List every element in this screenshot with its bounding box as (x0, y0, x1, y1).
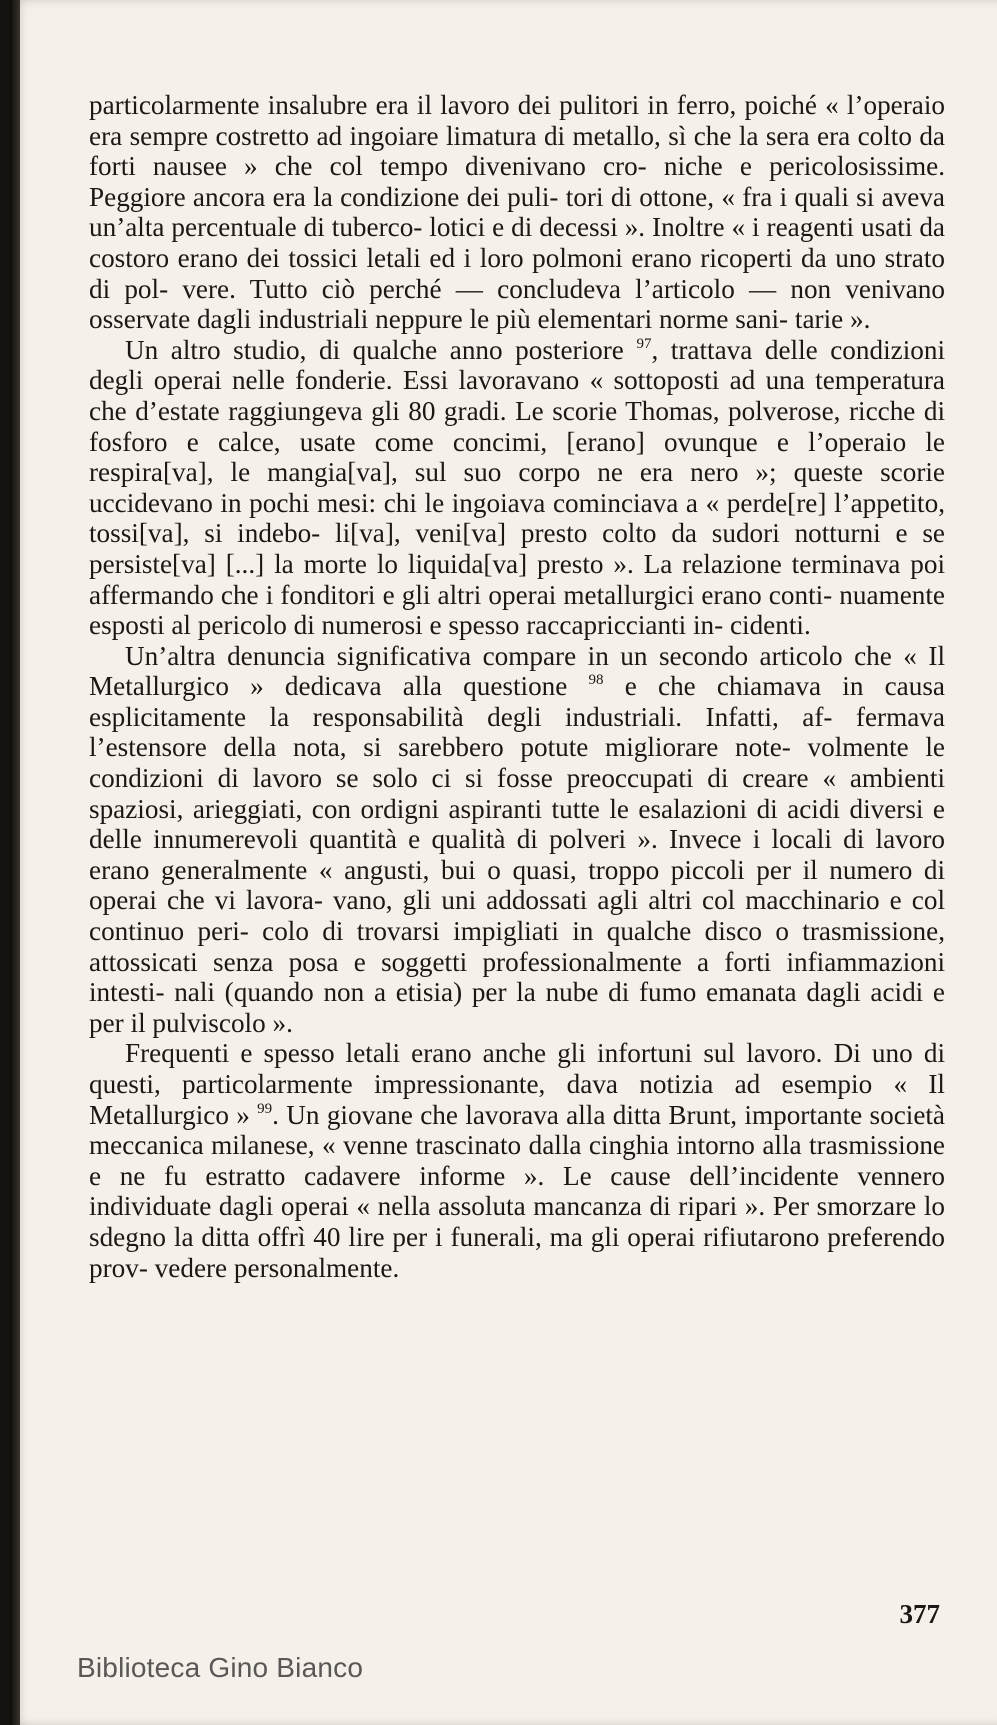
text-segment: , trattava delle condizioni degli operai nelle fonderie. Essi lavoravano « sottoposti ad una temperatura che d’estate raggiungeva gli 80 gradi. Le scorie Thomas, polverose, ricche di fosforo e calce, usate come concimi, [erano] ovunque e l’operaio le respira[va], le mangia[va], sul suo corpo ne era nero »; queste scorie uccidevano in pochi mesi: chi le ingoiava cominciava a « perde[re] l’appetito, tossi[va], si indebo- li[va], veni[va] presto colto da sudori notturni e se persiste[va] [...] la morte lo liquida[va] presto ». La relazione terminava poi affermando che i fonditori e gli altri operai metallurgici erano conti- nuamente esposti al pericolo di numerosi e spesso raccapriccianti in- cidenti. (89, 334, 946, 641)
page-number: 377 (899, 1599, 940, 1629)
text-segment: Un altro studio, di qualche anno posteriore (125, 334, 637, 365)
text-segment: particolarmente insalubre era il lavoro dei pulitori in ferro, poiché « l’operaio era sempre costretto ad ingoiare limatura di metallo, sì che la sera era colto da forti nausee » che col tempo divenivano cro- niche e pericolosissime. Peggiore ancora era la condizione dei puli- tori di ottone, « fra i quali si aveva un’alta percentuale di tuberco- lotici e di decessi ». Inoltre « i reagenti usati da costoro erano dei tossici letali ed i loro polmoni erano ricoperti da uno strato di pol- vere. Tutto ciò perché — concludeva l’articolo — non venivano osservate dagli industriali neppure le più elementari norme sani- tarie ». (89, 90, 945, 335)
book-page (10, 0, 997, 1725)
paragraph-1 (89, 90, 945, 335)
paragraph-2 (89, 335, 945, 641)
body-text (89, 90, 945, 1283)
footnote-ref-99: 99 (257, 1100, 273, 1117)
text-segment: Frequenti e spesso letali erano anche gli infortuni sul lavoro. Di uno di questi, particolarmente impressionante, dava notizia ad esempio « Il Metallurgico » (89, 1038, 945, 1130)
text-segment: . Un giovane che lavorava alla ditta Brunt, importante società meccanica milanese, « venne trascinato dalla cinghia intorno alla trasmissione e ne fu estratto cadavere informe ». Le cause dell’incidente vennero individuate dagli operai « nella assoluta mancanza di ripari ». Per smorzare lo sdegno la ditta offrì 40 lire per i funerali, ma gli operai rifiutarono preferendo prov- vedere personalmente. (89, 1099, 946, 1283)
library-watermark: Biblioteca Gino Bianco (77, 1652, 364, 1683)
text-segment: e che chiamava in causa esplicitamente la responsabilità degli industriali. Infatti, af- fermava l’estensore della nota, si sarebbero potute migliorare note- volmente le condizioni di lavoro se solo ci si fosse preoccupati di creare « ambienti spaziosi, arieggiati, con ordigni aspiranti tutte le esalazioni di acidi diversi e delle innumerevoli quantità e qualità di polveri ». Invece i locali di lavoro erano generalmente « angusti, bui o quasi, troppo piccoli per il numero di operai che vi lavora- vano, gli uni addossati agli altri col macchinario e col continuo peri- colo di trovarsi impigliati in qualche disco o trasmissione, attossicati senza posa e soggetti professionalmente a forti infiammazioni intesti- nali (quando non a etisia) per la nube di fumo emanata dagli acidi e per il pulviscolo ». (89, 671, 945, 1038)
paragraph-3 (89, 641, 945, 1039)
page-binding-shadow (10, 0, 20, 1725)
text-segment: Un’altra denuncia significativa compare in un secondo articolo che « Il Metallurgico » dedicava alla questione (89, 640, 945, 702)
footnote-ref-97: 97 (636, 335, 652, 352)
footnote-ref-98: 98 (588, 672, 604, 689)
paragraph-4 (89, 1038, 945, 1283)
